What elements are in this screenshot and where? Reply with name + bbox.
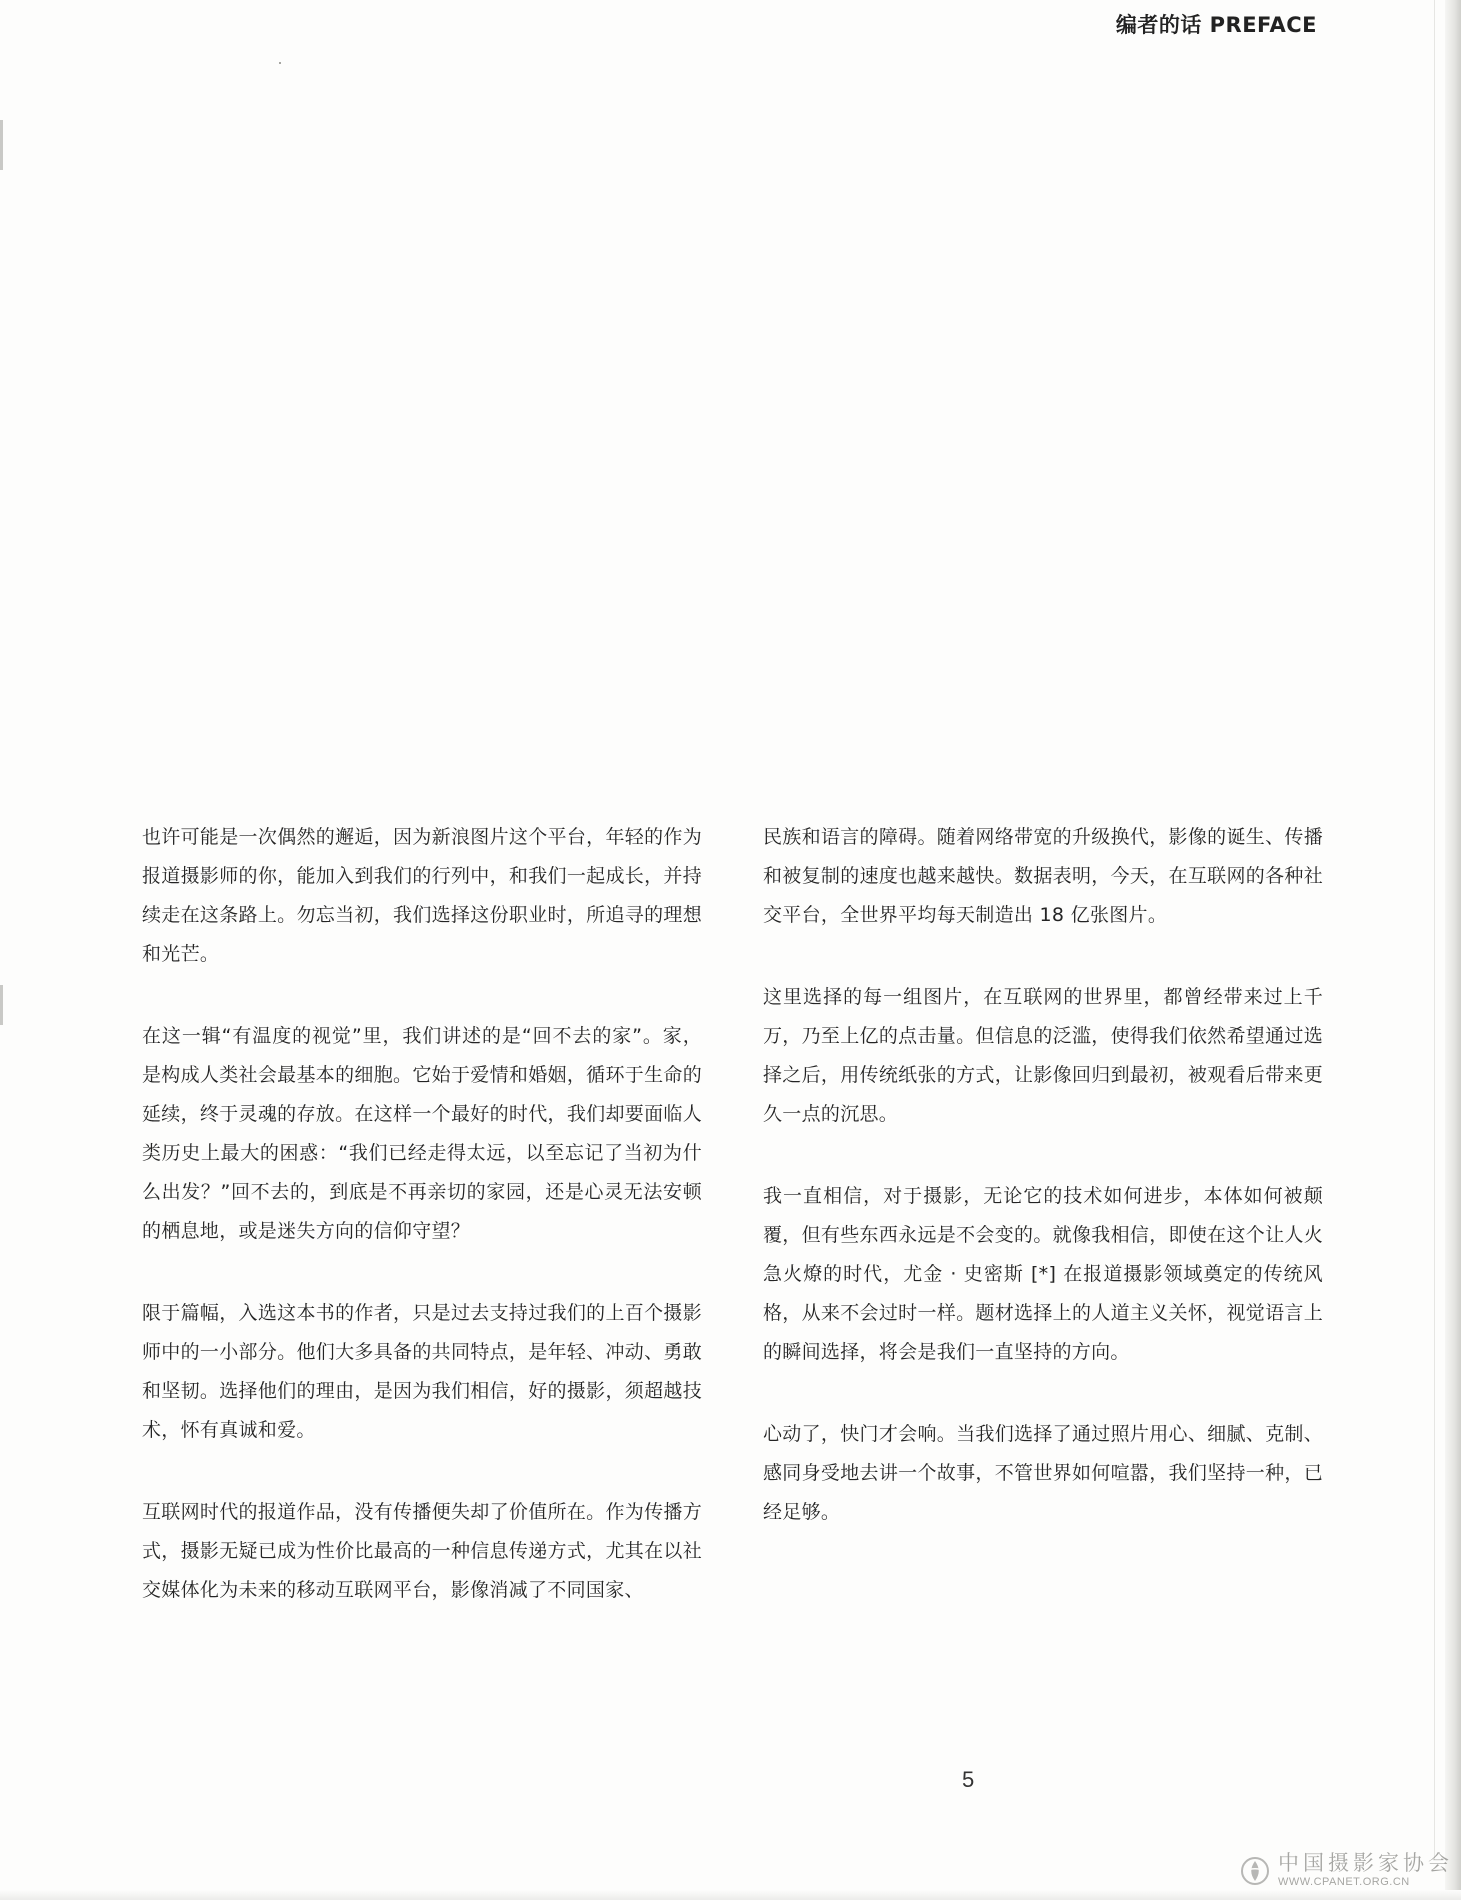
right-column xyxy=(763,818,1323,1532)
paragraph: 这里选择的每一组图片，在互联网的世界里，都曾经带来过上千万，乃至上亿的点击量。但信息的泛滥，使得我们依然希望通过选择之后，用传统纸张的方式，让影像回归到最初，被观看后带来更久一点的沉思。 xyxy=(763,986,1323,1125)
paragraph: 民族和语言的障碍。随着网络带宽的升级换代，影像的诞生、传播和被复制的速度也越来越快。数据表明，今天，在互联网的各种社交平台，全世界平均每天制造出 18 亿张图片。 xyxy=(763,826,1323,926)
section-header: 编者的话 PREFACE xyxy=(1115,13,1317,37)
association-logo-icon xyxy=(1240,1856,1270,1886)
paragraph: 限于篇幅，入选这本书的作者，只是过去支持过我们的上百个摄影师中的一小部分。他们大多具备的共同特点，是年轻、冲动、勇敢和坚韧。选择他们的理由，是因为我们相信，好的摄影，须超越技术，怀有真诚和爱。 xyxy=(142,1302,702,1441)
paragraph: 我一直相信，对于摄影，无论它的技术如何进步，本体如何被颠覆，但有些东西永远是不会变的。就像我相信，即使在这个让人火急火燎的时代，尤金 · 史密斯 [*] 在报道摄影领域奠定的传统风格，从来不会过时一样。题材选择上的人道主义关怀，视觉语言上的瞬间选择，将会是我们一直坚持的方向。 xyxy=(763,1185,1323,1363)
watermark-url: WWW.CPANET.ORG.CN xyxy=(1278,1876,1410,1888)
watermark-name: 中国摄影家协会 xyxy=(1278,1851,1453,1875)
scan-edge-bottom xyxy=(0,1890,1461,1900)
paragraph: 互联网时代的报道作品，没有传播便失却了价值所在。作为传播方式，摄影无疑已成为性价比最高的一种信息传递方式，尤其在以社交媒体化为未来的移动互联网平台，影像消减了不同国家、 xyxy=(142,1501,702,1601)
scan-margin-mark xyxy=(0,985,3,1025)
page-number: 5 xyxy=(962,1767,975,1792)
scan-edge-line xyxy=(1434,0,1435,1860)
scan-edge-right xyxy=(1445,0,1461,1900)
left-column xyxy=(142,818,702,1610)
paragraph: 在这一辑“有温度的视觉”里，我们讲述的是“回不去的家”。家，是构成人类社会最基本的细胞。它始于爱情和婚姻，循环于生命的延续，终于灵魂的存放。在这样一个最好的时代，我们却要面临人类历史上最大的困惑：“我们已经走得太远，以至忘记了当初为什么出发？”回不去的，到底是不再亲切的家园，还是心灵无法安顿的栖息地，或是迷失方向的信仰守望？ xyxy=(142,1025,702,1242)
scan-margin-mark xyxy=(0,120,3,170)
paragraph: 心动了，快门才会响。当我们选择了通过照片用心、细腻、克制、感同身受地去讲一个故事，不管世界如何喧嚣，我们坚持一种，已经足够。 xyxy=(763,1423,1323,1523)
paragraph: 也许可能是一次偶然的邂逅，因为新浪图片这个平台，年轻的作为报道摄影师的你，能加入到我们的行列中，和我们一起成长，并持续走在这条路上。勿忘当初，我们选择这份职业时，所追寻的理想和光芒。 xyxy=(142,826,702,965)
scan-speck xyxy=(279,62,281,64)
watermark xyxy=(1240,1853,1453,1888)
